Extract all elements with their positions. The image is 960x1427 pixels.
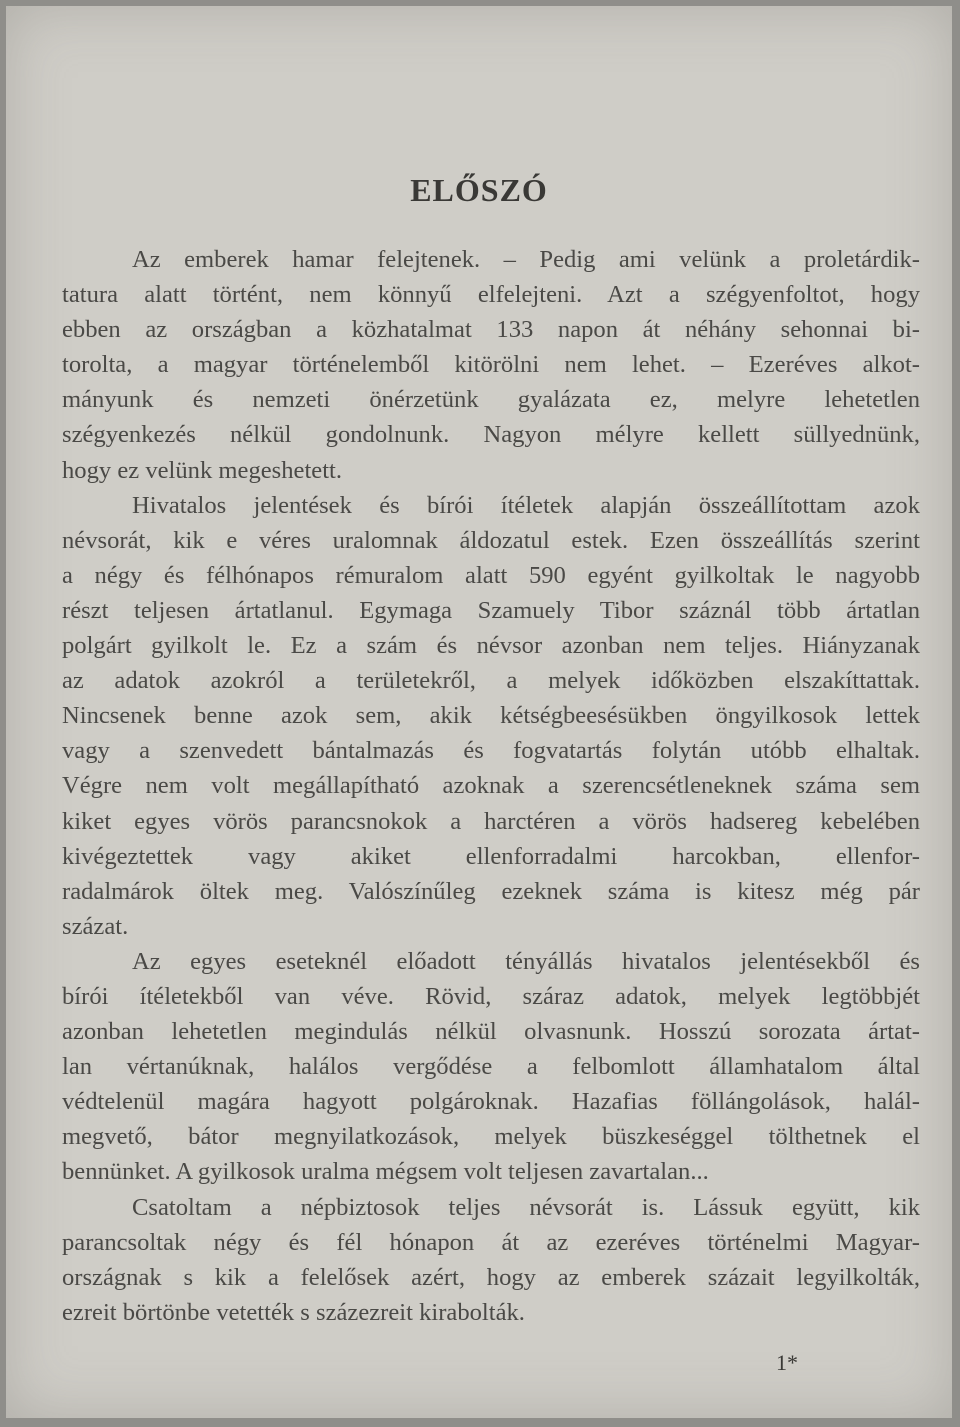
text-line: kiket egyes vörös parancsnokok a harctéren a vörös hadsereg kebelében: [62, 807, 920, 835]
text-line: tatura alatt történt, nem könnyű elfelejteni. Azt a szégyenfoltot, hogy: [62, 281, 920, 309]
text-line: torolta, a magyar történelemből kitörölni nem lehet. – Ezeréves alkot-: [62, 351, 920, 379]
text-line: Végre nem volt megállapítható azoknak a szerencsétleneknek száma sem: [62, 772, 920, 800]
paragraph: [62, 1190, 920, 1330]
text-line: Az emberek hamar felejtenek. – Pedig ami velünk a proletárdik-: [132, 246, 920, 273]
text-line: bírói ítéletekből van véve. Rövid, száraz adatok, melyek legtöbbjét: [62, 982, 920, 1010]
text-line: megvető, bátor megnyilatkozások, melyek büszkeséggel tölthetnek el: [62, 1123, 920, 1151]
text-line: bennünket. A gyilkosok uralma mégsem volt teljesen zavartalan...: [62, 1158, 709, 1186]
text-line: polgárt gyilkolt le. Ez a szám és névsor azonban nem teljes. Hiányzanak: [62, 632, 920, 660]
text-line: a négy és félhónapos rémuralom alatt 590 egyént gyilkoltak le nagyobb: [62, 561, 920, 589]
text-line: szégyenkezés nélkül gondolnunk. Nagyon mélyre kellett süllyednünk,: [62, 421, 920, 449]
text-line: lan vértanúknak, halálos vergődése a felbomlott államhatalom által: [62, 1053, 920, 1081]
text-line: radalmárok öltek meg. Valószínűleg ezeknek száma is kitesz még pár: [62, 877, 920, 905]
text-line: Az egyes eseteknél előadott tényállás hivatalos jelentésekből és: [132, 947, 920, 975]
paragraph: [62, 242, 920, 488]
text-line: Nincsenek benne azok sem, akik kétségbeesésükben öngyilkosok lettek: [62, 702, 920, 730]
paragraph: [62, 944, 920, 1190]
text-line: Hivatalos jelentések és bírói ítéletek alapján összeállítottam azok: [132, 491, 920, 519]
text-line: parancsoltak négy és fél hónapon át az ezeréves történelmi Magyar-: [62, 1228, 920, 1256]
text-line: ebben az országban a közhatalmat 133 napon át néhány sehonnai bi-: [62, 316, 920, 344]
page-number: 1*: [776, 1350, 798, 1375]
text-line: hogy ez velünk megeshetett.: [62, 456, 343, 484]
book-page: [6, 6, 952, 1418]
text-line: országnak s kik a felelősek azért, hogy az emberek százait legyilkolták,: [62, 1263, 920, 1291]
text-line: százat.: [62, 912, 129, 940]
paragraph: [62, 488, 920, 944]
text-line: Csatoltam a népbiztosok teljes névsorát is. Lássuk együtt, kik: [132, 1193, 920, 1221]
text-line: azonban lehetetlen megindulás nélkül olvasnunk. Hosszú sorozata ártat-: [62, 1018, 920, 1046]
text-line: kivégeztettek vagy akiket ellenforradalmi harcokban, ellenfor-: [62, 842, 920, 870]
text-line: ezreit börtönbe vetették s százezreit kirabolták.: [62, 1298, 525, 1326]
text-line: részt teljesen ártatlanul. Egymaga Szamuely Tibor száznál több ártatlan: [62, 596, 920, 624]
chapter-heading: ELŐSZÓ: [410, 172, 548, 208]
text-line: védtelenül magára hagyott polgároknak. Hazafias föllángolások, halál-: [62, 1088, 920, 1116]
text-line: mányunk és nemzeti önérzetünk gyalázata ez, melyre lehetetlen: [62, 386, 920, 414]
text-line: névsorát, kik e véres uralomnak áldozatul estek. Ezen összeállítás szerint: [62, 526, 920, 554]
body-text: [62, 242, 920, 1330]
text-line: az adatok azokról a területekről, a melyek időközben elszakíttattak.: [62, 667, 920, 695]
text-line: vagy a szenvedett bántalmazás és fogvatartás folytán utóbb elhaltak.: [62, 737, 920, 765]
